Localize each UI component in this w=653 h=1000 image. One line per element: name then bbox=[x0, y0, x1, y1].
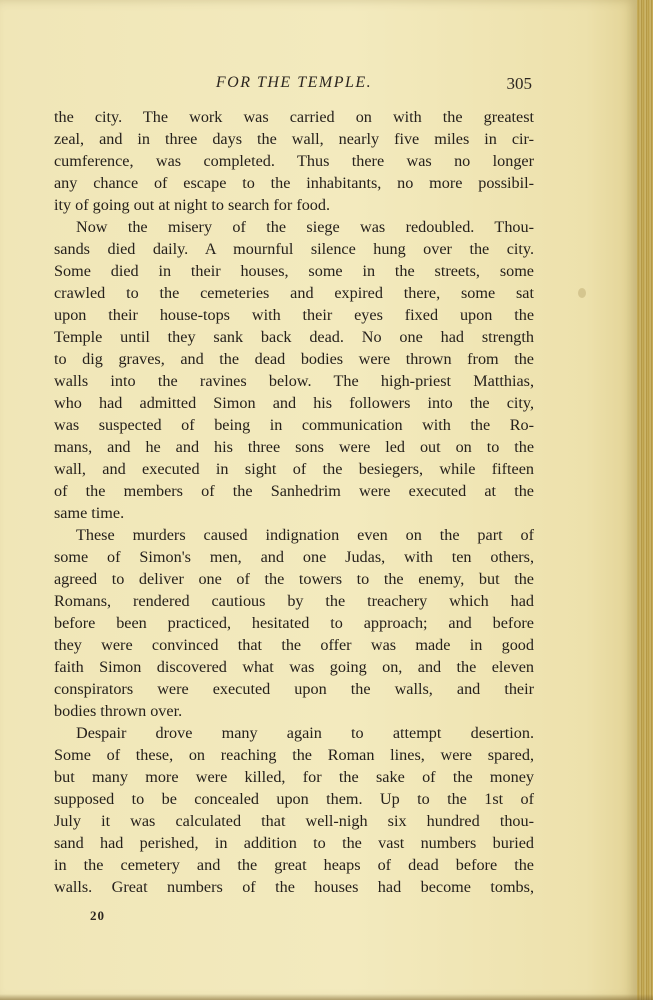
page-bottom-edge bbox=[0, 994, 653, 1000]
text-line: crawled to the cemeteries and expired there, some sat bbox=[54, 284, 534, 302]
text-line: ity of going out at night to search for food. bbox=[54, 196, 331, 214]
text-line: sands died daily. A mournful silence hung over the city. bbox=[54, 240, 534, 258]
text-line: cumference, was completed. Thus there was no longer bbox=[54, 152, 534, 170]
text-line: bodies thrown over. bbox=[54, 702, 183, 720]
signature-mark: 20 bbox=[90, 908, 105, 923]
text-line: to dig graves, and the dead bodies were thrown from the bbox=[54, 350, 534, 368]
page-edge bbox=[637, 0, 653, 1000]
text-line: mans, and he and his three sons were led out on to the bbox=[54, 438, 534, 456]
text-line: Now the misery of the siege was redoubled. Thou- bbox=[76, 218, 534, 236]
text-line: before been practiced, hesitated to approach; and before bbox=[54, 614, 534, 632]
text-line: who had admitted Simon and his followers into the city, bbox=[54, 394, 534, 412]
text-line: conspirators were executed upon the walls, and their bbox=[54, 680, 534, 698]
text-line: but many more were killed, for the sake of the money bbox=[54, 768, 534, 786]
text-line: Temple until they sank back dead. No one had strength bbox=[54, 328, 534, 346]
text-line: walls. Great numbers of the houses had become tombs, bbox=[54, 878, 534, 896]
text-line: of the members of the Sanhedrim were executed at the bbox=[54, 482, 534, 500]
text-line: zeal, and in three days the wall, nearly five miles in cir- bbox=[54, 130, 534, 148]
text-line: walls into the ravines below. The high-priest Matthias, bbox=[54, 372, 534, 390]
text-line: was suspected of being in communication with the Ro- bbox=[54, 416, 534, 434]
page-number: 305 bbox=[506, 74, 532, 93]
text-line: agreed to deliver one of the towers to the enemy, but the bbox=[54, 570, 534, 588]
text-line: Despair drove many again to attempt desertion. bbox=[76, 724, 534, 742]
text-line: wall, and executed in sight of the besiegers, while fifteen bbox=[54, 460, 534, 478]
text-line: the city. The work was carried on with the greatest bbox=[54, 108, 534, 126]
text-line: in the cemetery and the great heaps of dead before the bbox=[54, 856, 534, 874]
text-line: some of Simon's men, and one Judas, with ten others, bbox=[54, 548, 534, 566]
text-line: Romans, rendered cautious by the treachery which had bbox=[54, 592, 534, 610]
text-line: Some died in their houses, some in the streets, some bbox=[54, 262, 534, 280]
text-line: supposed to be concealed upon them. Up to the 1st of bbox=[54, 790, 534, 808]
text-line: any chance of escape to the inhabitants, no more possibil- bbox=[54, 174, 534, 192]
text-line: same time. bbox=[54, 504, 125, 522]
text-line: they were convinced that the offer was made in good bbox=[54, 636, 534, 654]
text-line: July it was calculated that well-nigh six hundred thou- bbox=[54, 812, 534, 830]
text-line: upon their house-tops with their eyes fixed upon the bbox=[54, 306, 534, 324]
text-line: Some of these, on reaching the Roman lines, were spared, bbox=[54, 746, 534, 764]
paper-spot bbox=[578, 288, 586, 298]
body-text bbox=[54, 106, 534, 898]
text-line: faith Simon discovered what was going on, and the eleven bbox=[54, 658, 534, 676]
page-header bbox=[54, 74, 534, 98]
running-title: FOR THE TEMPLE. bbox=[215, 74, 373, 91]
text-line: These murders caused indignation even on the part of bbox=[76, 526, 534, 544]
text-line: sand had perished, in addition to the vast numbers buried bbox=[54, 834, 534, 852]
